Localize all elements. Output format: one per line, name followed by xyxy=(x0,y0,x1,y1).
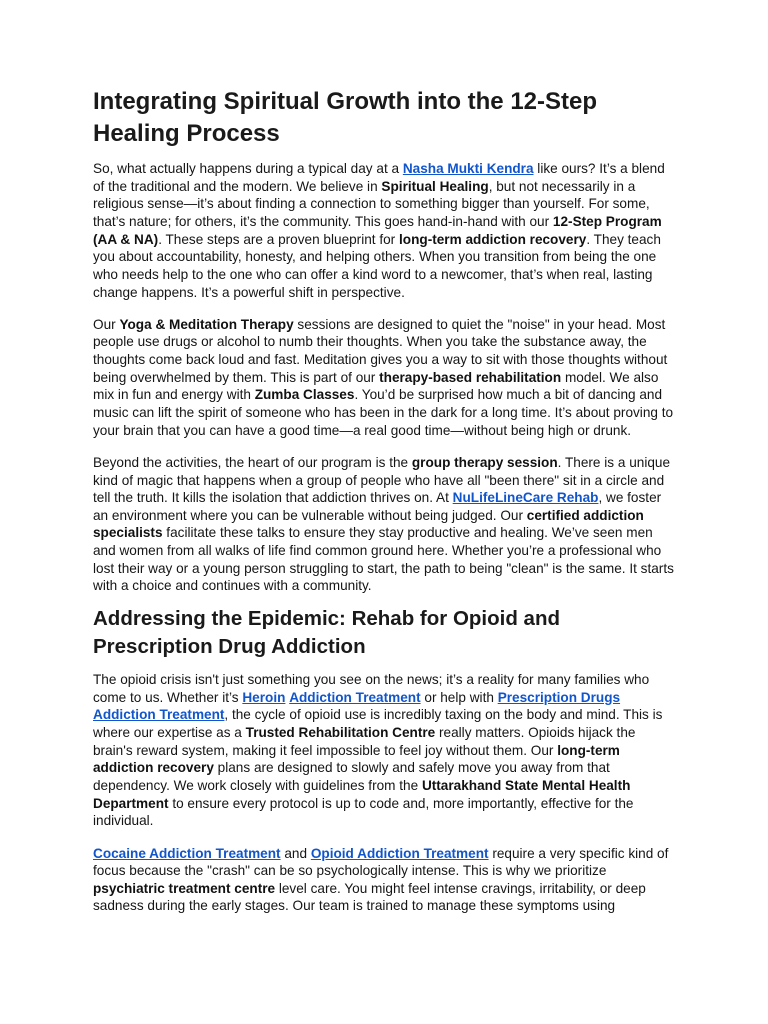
text-run: , but not necessarily in a religious sense—it’s about finding a connection to something bigger than yourself. For some, that’s nature; for others, it’s the community. This goes hand-in-hand with our xyxy=(93,178,650,229)
text-run: like ours? It’s a blend of the traditional and the modern. We believe in xyxy=(93,161,665,194)
text-run: facilitate these talks to ensure they stay productive and healing. We’ve seen men and women from all walks of life find common ground here. Whether you’re a professional who lost their way or a young person struggling to start, the path to being "clean" is the same. It starts with a choice and continues with a community. xyxy=(93,525,674,594)
text-run: Our xyxy=(93,316,120,332)
text-run: model. We also mix in fun and energy with xyxy=(93,369,659,403)
paragraph-spiritual-healing xyxy=(93,160,675,301)
inline-link[interactable]: NuLifeLineCare Rehab xyxy=(452,490,599,506)
inline-link[interactable]: Prescription Drugs Addiction Treatment xyxy=(93,689,621,723)
text-run: . They teach you about accountability, honesty, and helping others. When you transition from being the one who needs help to the one who can offer a kind word to a newcomer, that’s when real, lasting change happens. It’s a powerful shift in perspective. xyxy=(93,231,661,300)
text-run: require a very specific kind of focus because the "crash" can be so psychologically intense. This is why we prioritize xyxy=(93,845,669,879)
bold-text: Trusted Rehabilitation Centre xyxy=(245,725,436,741)
section-heading-opioid: Addressing the Epidemic: Rehab for Opioid and Prescription Drug Addiction xyxy=(93,607,560,659)
inline-link[interactable]: Addiction Treatment xyxy=(289,689,421,705)
bold-text: certified addiction specialists xyxy=(93,507,644,541)
text-run: level care. You might feel intense cravings, irritability, or deep sadness during the early stages. Our team is trained to manage these symptoms using xyxy=(93,880,646,914)
text-run: So, what actually happens during a typical day at a xyxy=(93,161,403,176)
bold-text: Uttarakhand State Mental Health Department xyxy=(93,778,631,811)
bold-text: Yoga & Meditation Therapy xyxy=(119,316,294,332)
text-run: sessions are designed to quiet the "noise" in your head. Most people use drugs or alcohol to numb their thoughts. When you take the substance away, the thoughts come back loud and fast. Meditation gives you a way to sit with those thoughts without being overwhelmed by them. This is part of our xyxy=(93,316,668,385)
article-body xyxy=(93,86,675,915)
bold-text: 12-Step Program (AA & NA) xyxy=(93,213,662,247)
bold-text: therapy-based rehabilitation xyxy=(379,369,562,385)
text-run: and xyxy=(280,845,311,861)
inline-link[interactable]: Heroin xyxy=(242,689,286,705)
bold-text: group therapy session xyxy=(411,454,558,470)
text-run: , we foster an environment where you can be vulnerable without being judged. Our xyxy=(93,490,662,523)
article-title: Integrating Spiritual Growth into the 12-Step Healing Process xyxy=(93,88,598,147)
text-run: or help with xyxy=(420,689,498,705)
inline-link[interactable]: Nasha Mukti Kendra xyxy=(402,161,534,176)
text-run: . These steps are a proven blueprint for xyxy=(158,231,399,247)
paragraph-group-therapy xyxy=(93,454,675,595)
text-run: Beyond the activities, the heart of our program is the xyxy=(93,454,412,470)
paragraph-cocaine-opioid-treatment xyxy=(93,845,675,916)
bold-text: Zumba Classes xyxy=(254,387,355,403)
text-run: The opioid crisis isn't just something you see on the news; it’s a reality for many families who come to us. Whether it’s xyxy=(93,672,650,705)
bold-text: Spiritual Healing xyxy=(381,178,489,194)
inline-link[interactable]: Opioid Addiction Treatment xyxy=(310,845,489,861)
text-run: , the cycle of opioid use is incredibly taxing on the body and mind. This is where our expertise as a xyxy=(93,707,663,741)
paragraph-yoga-meditation xyxy=(93,316,675,440)
bold-text: long-term addiction recovery xyxy=(93,742,620,776)
paragraph-opioid-crisis xyxy=(93,671,675,830)
bold-text: long-term addiction recovery xyxy=(399,231,587,247)
text-run: plans are designed to slowly and safely move you away from that dependency. We work closely with guidelines from the xyxy=(93,760,610,794)
text-run: . You’d be surprised how much a bit of dancing and music can lift the spirit of someone who has been in the dark for a long time. It’s about proving to your brain that you can have a good time—a real good time—without being high or drunk. xyxy=(93,387,674,438)
text-run: . There is a unique kind of magic that happens when a group of people who have all "been there" sit in a circle and tell the truth. It kills the isolation that addiction thrives on. At xyxy=(93,454,671,506)
text-run: really matters. Opioids hijack the brain's reward system, making it feel impossible to feel joy without them. Our xyxy=(93,725,636,758)
inline-link[interactable]: Cocaine Addiction Treatment xyxy=(93,845,281,861)
text-run: to ensure every protocol is up to code and, more importantly, effective for the individual. xyxy=(93,795,634,829)
bold-text: psychiatric treatment centre xyxy=(93,880,276,896)
